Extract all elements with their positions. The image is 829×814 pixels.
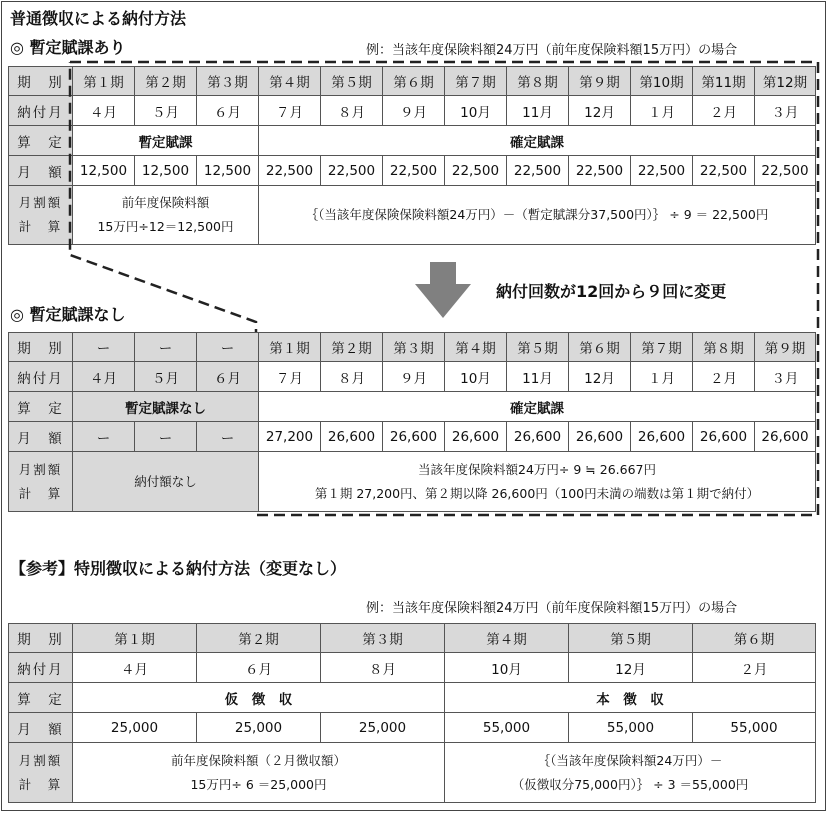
amount-cell: 55,000 [445,713,569,743]
label-santei: 算 定 [9,392,73,422]
santei-main-collection: 本 徴 収 [445,683,816,713]
month-cell: ２月 [693,362,755,392]
month-cell: 12月 [569,362,631,392]
month-cell: 10月 [445,362,507,392]
month-cell: 10月 [445,653,569,683]
amount-cell: 22,500 [383,156,445,186]
period-cell: 第４期 [445,624,569,653]
period-cell: 第４期 [259,67,321,96]
calc-final: ｛（当該年度保険保険料額24万円）－（暫定賦課分37,500円）｝ ÷ 9 ＝ 22,500円 [259,186,816,245]
period-cell: 第６期 [383,67,445,96]
period-cell: 第１期 [73,67,135,96]
period-cell: 第５期 [507,333,569,362]
period-cell: 第10期 [631,67,693,96]
amount-cell: 26,600 [631,422,693,452]
label-nofuzuki: 納付月 [9,362,73,392]
period-cell: 第７期 [631,333,693,362]
amount-cell: 12,500 [73,156,135,186]
amount-cell: 22,500 [693,156,755,186]
amount-cell-blank: ー [73,422,135,452]
section1-heading: ◎ 暫定賦課あり [10,38,126,57]
period-cell: 第６期 [569,333,631,362]
month-cell: １月 [631,362,693,392]
month-cell: ４月 [73,96,135,126]
label-calc [9,452,73,512]
amount-cell: 55,000 [569,713,693,743]
calc-final-line1: 当該年度保険料額24万円÷ 9 ≒ 26.667円 [418,461,656,477]
amount-cell: 22,500 [631,156,693,186]
label-calc [9,743,73,803]
month-cell: ３月 [755,96,816,126]
down-arrow-icon [414,262,472,320]
period-cell: 第12期 [755,67,816,96]
amount-cell: 26,600 [321,422,383,452]
row-months [9,653,816,683]
row-calc [9,743,816,803]
period-cell-blank: ー [197,333,259,362]
amount-cell: 26,600 [383,422,445,452]
period-cell: 第３期 [197,67,259,96]
month-cell: ７月 [259,362,321,392]
label-calc-line1: 月割額 [18,195,63,210]
calc-provisional-line2: 15万円÷12＝12,500円 [97,219,234,234]
period-cell: 第11期 [693,67,755,96]
calc-none: 納付額なし [73,452,259,512]
row-amounts [9,713,816,743]
month-cell: ９月 [383,362,445,392]
label-nofuzuki: 納付月 [9,96,73,126]
calc-provisional-line1: 前年度保険料額 [121,195,210,210]
amount-cell: 26,600 [693,422,755,452]
section1-example: 例：当該年度保険料額24万円（前年度保険料額15万円）の場合 [366,43,738,58]
label-getsugaku: 月 額 [9,422,73,452]
period-cell: 第４期 [445,333,507,362]
period-cell: 第６期 [693,624,816,653]
amount-cell: 25,000 [321,713,445,743]
period-cell: 第１期 [259,333,321,362]
month-cell: 12月 [569,96,631,126]
row-months [9,362,816,392]
month-cell: ８月 [321,96,383,126]
row-santei [9,392,816,422]
month-cell: ５月 [135,96,197,126]
amount-cell: 25,000 [73,713,197,743]
amount-cell: 22,500 [259,156,321,186]
section3-heading: 【参考】特別徴収による納付方法（変更なし） [10,559,347,578]
label-kibetsu: 期 別 [9,67,73,96]
month-cell: ９月 [383,96,445,126]
amount-cell-blank: ー [197,422,259,452]
row-calc [9,452,816,512]
month-cell-blank: ５月 [135,362,197,392]
amount-cell: 27,200 [259,422,321,452]
amount-cell: 12,500 [197,156,259,186]
period-cell: 第８期 [693,333,755,362]
amount-cell: 22,500 [507,156,569,186]
section3-example: 例：当該年度保険料額24万円（前年度保険料額15万円）の場合 [366,601,738,616]
period-cell: 第８期 [507,67,569,96]
month-cell: ７月 [259,96,321,126]
label-santei: 算 定 [9,126,73,156]
period-cell-blank: ー [135,333,197,362]
period-cell: 第９期 [755,333,816,362]
month-cell: 11月 [507,362,569,392]
calc-provisional-collection-line1: 前年度保険料額（２月徴収額） [170,752,346,768]
label-kibetsu: 期 別 [9,624,73,653]
row-periods [9,333,816,362]
amount-cell: 26,600 [569,422,631,452]
amount-cell-blank: ー [135,422,197,452]
period-cell: 第２期 [197,624,321,653]
label-nofuzuki: 納付月 [9,653,73,683]
amount-cell: 26,600 [507,422,569,452]
row-periods [9,624,816,653]
table-no-provisional [8,332,816,512]
period-cell: 第３期 [383,333,445,362]
amount-cell: 22,500 [445,156,507,186]
month-cell: 12月 [569,653,693,683]
month-cell: ２月 [693,653,816,683]
amount-cell: 22,500 [569,156,631,186]
calc-provisional-collection [73,743,445,803]
calc-main-collection-line1: ｛（当該年度保険料額24万円）－ [537,752,723,768]
label-calc-line2: 計 算 [18,485,63,501]
label-santei: 算 定 [9,683,73,713]
month-cell: 11月 [507,96,569,126]
month-cell: ６月 [197,96,259,126]
period-cell: 第５期 [569,624,693,653]
amount-cell: 55,000 [693,713,816,743]
amount-cell: 22,500 [755,156,816,186]
amount-cell: 26,600 [445,422,507,452]
month-cell-blank: ６月 [197,362,259,392]
label-getsugaku: 月 額 [9,156,73,186]
section2-heading: ◎ 暫定賦課なし [10,305,126,324]
calc-provisional-collection-line2: 15万円÷ 6 ＝25,000円 [190,776,327,792]
amount-cell: 25,000 [197,713,321,743]
santei-final: 確定賦課 [259,126,816,156]
row-amounts [9,422,816,452]
month-cell-blank: ４月 [73,362,135,392]
month-cell: ４月 [73,653,197,683]
change-note: 納付回数が12回から９回に変更 [496,282,727,301]
amount-cell: 12,500 [135,156,197,186]
amount-cell: 26,600 [755,422,816,452]
label-kibetsu: 期 別 [9,333,73,362]
row-santei [9,683,816,713]
period-cell-blank: ー [73,333,135,362]
page-title: 普通徴収による納付方法 [10,9,187,28]
month-cell: ３月 [755,362,816,392]
period-cell: 第１期 [73,624,197,653]
period-cell: 第５期 [321,67,383,96]
amount-cell: 22,500 [321,156,383,186]
calc-main-collection-line2: （仮徴収分75,000円）｝ ÷ 3 ＝55,000円 [511,776,749,792]
period-cell: 第２期 [321,333,383,362]
period-cell: 第７期 [445,67,507,96]
calc-final-line2: 第１期 27,200円、第２期以降 26,600円（100円未満の端数は第１期で納付） [314,485,760,501]
month-cell: ６月 [197,653,321,683]
period-cell: 第３期 [321,624,445,653]
calc-main-collection [445,743,816,803]
label-calc-line1: 月割額 [18,461,63,477]
period-cell: 第２期 [135,67,197,96]
month-cell: ２月 [693,96,755,126]
label-calc-line2: 計 算 [18,219,63,234]
santei-final: 確定賦課 [259,392,816,422]
month-cell: １月 [631,96,693,126]
label-calc-line1: 月割額 [18,752,63,768]
santei-provisional-collection: 仮 徴 収 [73,683,445,713]
label-calc-line2: 計 算 [18,776,63,792]
santei-provisional: 暫定賦課 [73,126,259,156]
period-cell: 第９期 [569,67,631,96]
label-getsugaku: 月 額 [9,713,73,743]
calc-final [259,452,816,512]
month-cell: ８月 [321,362,383,392]
santei-none: 暫定賦課なし [73,392,259,422]
month-cell: 10月 [445,96,507,126]
table-special-collection [8,623,816,803]
month-cell: ８月 [321,653,445,683]
